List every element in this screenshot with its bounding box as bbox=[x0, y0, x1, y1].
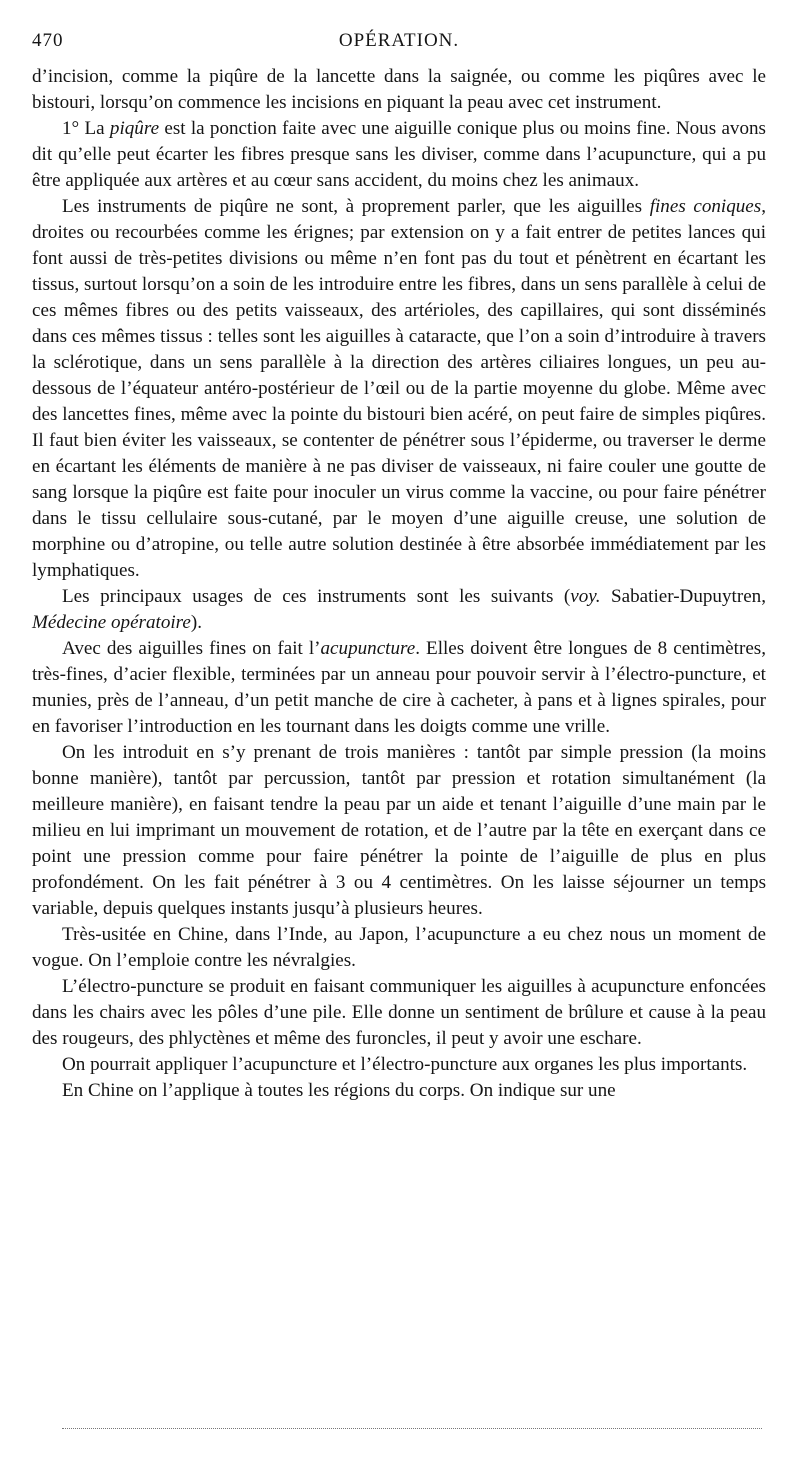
text-run: On pourrait appliquer l’acupuncture et l’électro-puncture aux organes les plus importants. bbox=[62, 1054, 748, 1075]
page-header bbox=[32, 30, 766, 56]
page-number: 470 bbox=[32, 30, 64, 51]
paragraph-4 bbox=[32, 636, 766, 740]
text-run: ). bbox=[190, 612, 203, 633]
paragraph-9 bbox=[32, 1078, 766, 1104]
italic-term: voy. bbox=[570, 586, 601, 607]
text-run: 1° La bbox=[62, 118, 110, 139]
text-run: . Elles doivent être longues de 8 centimètres, très-fines, d’acier flexible, terminées par un anneau pour pouvoir servir à l’électro-puncture, et munies, près de l’anneau, d’un petit manche de cire à cacheter, à pans et à lignes spirales, pour en favoriser l’introduction en les tournant dans les doigts comme une vrille. bbox=[32, 638, 767, 737]
text-run: , droites ou recourbées comme les érignes; par extension on y a fait entrer de petites lances qui font aussi de très-petites divisions ou même n’en font pas du tout et pénètrent en écartant les tissus, surtout lorsqu’on a soin de les introduire entre les fibres, dans un sens parallèle à celui de ces mêmes fibres ou des petits vaisseaux, des artérioles, des capillaires, qui sont disséminés dans ces mêmes tissus : telles sont les aiguilles à cataracte, que l’on a soin d’introduire à travers la sclérotique, dans un sens parallèle à la direction des artères ciliaires longues, un peu au-dessous de l’équateur antéro-postérieur de l’œil ou de la partie moyenne du globe. Même avec des lancettes fines, même avec la pointe du bistouri bien acéré, on peut faire de simples piqûres. Il faut bien éviter les vaisseaux, se contenter de pénétrer sous l’épiderme, ou traverser le derme en écartant les éléments de manière à ne pas diviser de vaisseaux, ni faire couler une goutte de sang lorsque la piqûre est faite pour inoculer un virus comme la vaccine, ou pour faire pénétrer dans le tissu cellulaire sous-cutané, par le moyen d’une aiguille creuse, une solution de morphine ou d’atropine, ou telle autre solution destinée à être absorbée immédiatement par les lymphatiques. bbox=[32, 196, 766, 581]
text-run: Sabatier-Dupuytren, bbox=[600, 586, 766, 607]
text-run: d’incision, comme la piqûre de la lancette dans la saignée, ou comme les piqûres avec le bistouri, lorsqu’on commence les incisions en piquant la peau avec cet instrument. bbox=[32, 66, 766, 113]
paragraph-1 bbox=[32, 116, 766, 194]
book-page bbox=[32, 30, 766, 1104]
italic-term: Médecine opératoire bbox=[32, 612, 191, 633]
text-run: Très-usitée en Chine, dans l’Inde, au Japon, l’acupuncture a eu chez nous un moment de vogue. On l’emploie contre les névralgies. bbox=[32, 924, 766, 971]
text-run: L’électro-puncture se produit en faisant communiquer les aiguilles à acupuncture enfoncées dans les chairs avec les pôles d’une pile. Elle donne un sentiment de brûlure et cause à la peau des rougeurs, des phlyctènes et même des furoncles, il peut y avoir une eschare. bbox=[32, 976, 766, 1049]
running-title: OPÉRATION. bbox=[338, 30, 460, 51]
paragraph-5 bbox=[32, 740, 766, 922]
text-run: En Chine on l’applique à toutes les régions du corps. On indique sur une bbox=[62, 1080, 616, 1101]
text-run: On les introduit en s’y prenant de trois manières : tantôt par simple pression (la moins bonne manière), tantôt par percussion, tantôt par pression et rotation simultanément (la meilleure manière), en faisant tendre la peau par un aide et tenant l’aiguille d’une main par le milieu en lui imprimant un mouvement de rotation, et de l’autre par la tête en exerçant dans ce point une pression comme pour faire pénétrer la pointe de l’aiguille de plus en plus profondément. On les fait pénétrer à 3 ou 4 centimètres. On les laisse séjourner un temps variable, depuis quelques instants jusqu’à plusieurs heures. bbox=[32, 742, 766, 919]
paragraph-8 bbox=[32, 1052, 766, 1078]
text-run: Avec des aiguilles fines on fait l’ bbox=[62, 638, 321, 659]
paragraph-2 bbox=[32, 194, 766, 584]
paragraph-0 bbox=[32, 64, 766, 116]
paragraph-3 bbox=[32, 584, 766, 636]
body-text bbox=[32, 64, 766, 1104]
text-run: est la ponction faite avec une aiguille conique plus ou moins fine. Nous avons dit qu’elle peut écarter les fibres presque sans les diviser, comme dans l’acupuncture, qui a pu être appliquée aux artères et au cœur sans accident, du moins chez les animaux. bbox=[32, 118, 766, 191]
text-run: Les principaux usages de ces instruments sont les suivants ( bbox=[62, 586, 571, 607]
italic-term: piqûre bbox=[109, 118, 160, 139]
italic-term: acupuncture bbox=[320, 638, 416, 659]
italic-term: fines coniques bbox=[649, 196, 762, 217]
paragraph-7 bbox=[32, 974, 766, 1052]
text-run: Les instruments de piqûre ne sont, à proprement parler, que les aiguilles bbox=[62, 196, 650, 217]
paragraph-6 bbox=[32, 922, 766, 974]
footer-dotted-rule bbox=[62, 1428, 762, 1429]
